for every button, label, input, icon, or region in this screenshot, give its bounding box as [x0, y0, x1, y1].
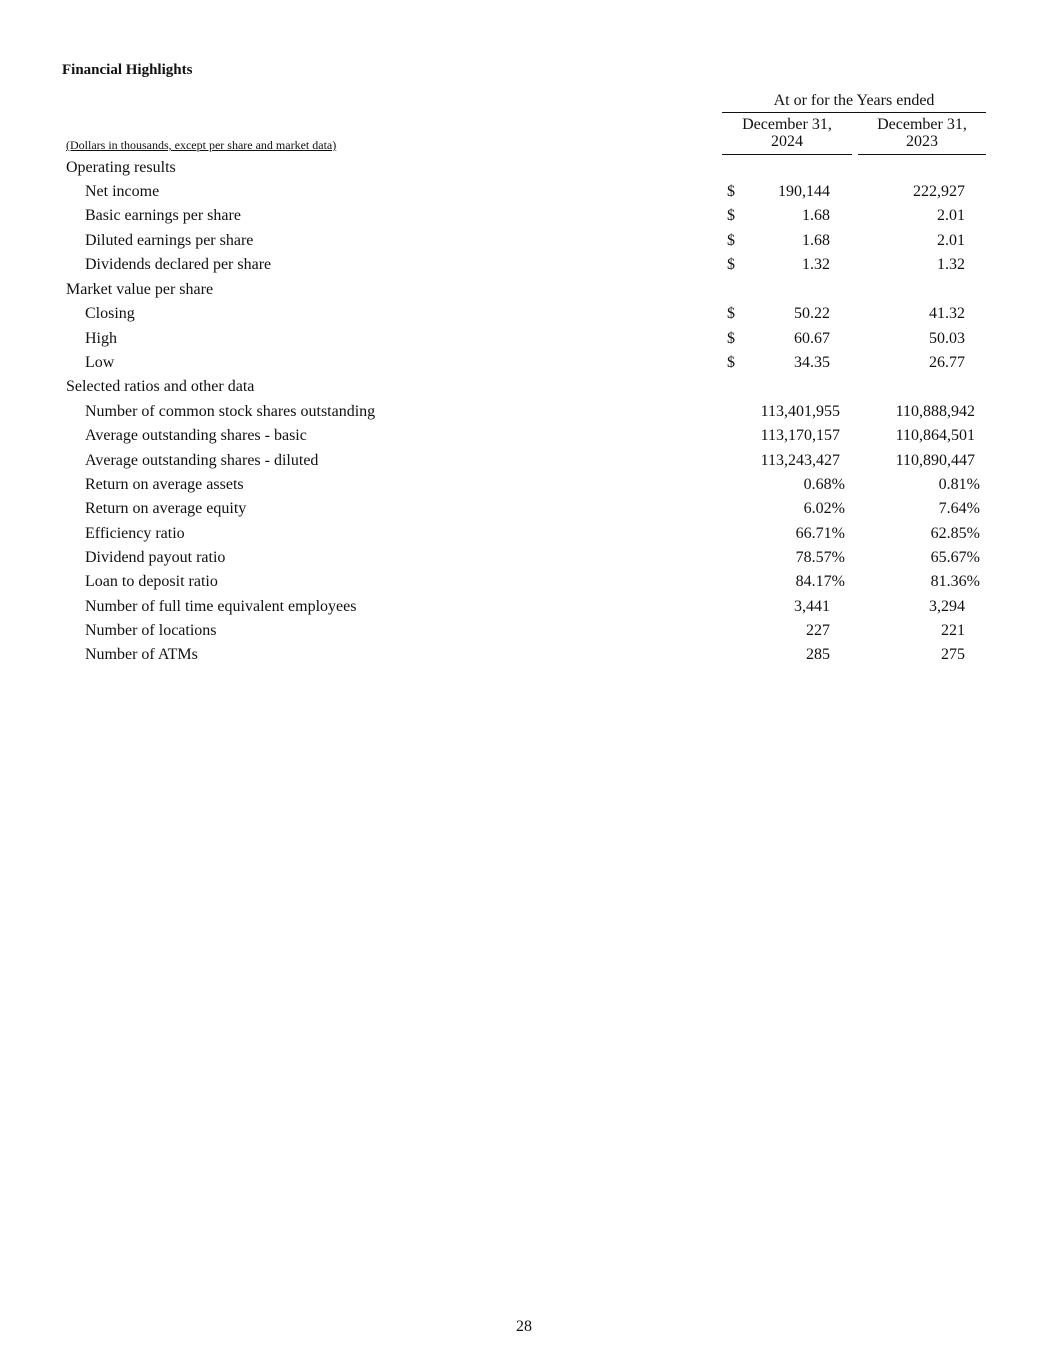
- dollar-sign: $: [727, 183, 735, 200]
- value-2024: 190,144: [778, 183, 830, 200]
- value-2023: 62.85%: [930, 525, 980, 542]
- dollar-sign: $: [727, 232, 735, 249]
- table-row: [0, 327, 1048, 351]
- row-label: Number of locations: [85, 622, 217, 639]
- table-row: [0, 643, 1048, 667]
- value-2023: 2.01: [937, 207, 965, 224]
- table-row: [0, 595, 1048, 619]
- section-heading-market: [0, 278, 1048, 302]
- row-label: Diluted earnings per share: [85, 232, 254, 249]
- value-2023: 7.64%: [938, 500, 980, 517]
- table-row: [0, 522, 1048, 546]
- dollar-sign: $: [727, 305, 735, 322]
- value-2023: 1.32: [937, 256, 965, 273]
- row-label: Number of full time equivalent employees: [85, 598, 357, 615]
- value-2023: 81.36%: [930, 573, 980, 590]
- column-header-2024: [722, 116, 852, 155]
- value-2023: 3,294: [929, 598, 965, 615]
- row-label: Number of common stock shares outstanding: [85, 403, 376, 420]
- dollar-sign: $: [727, 330, 735, 347]
- column-header-2024-line2: 2024: [771, 133, 803, 150]
- value-2024: 1.68: [802, 207, 830, 224]
- row-label: Low: [85, 354, 115, 371]
- value-2024: 227: [806, 622, 830, 639]
- table-row: [0, 302, 1048, 326]
- dollar-sign: $: [727, 256, 735, 273]
- value-2023: 50.03: [929, 330, 965, 347]
- row-label: Return on average assets: [85, 476, 244, 493]
- table-row: [0, 473, 1048, 497]
- row-label: Average outstanding shares - basic: [85, 427, 307, 444]
- value-2023: 26.77: [929, 354, 965, 371]
- row-label: Basic earnings per share: [85, 207, 241, 224]
- value-2024: 50.22: [794, 305, 830, 322]
- value-2024: 6.02%: [803, 500, 845, 517]
- section-heading-operating: [0, 156, 1048, 180]
- value-2024: 78.57%: [795, 549, 845, 566]
- column-header-2023: [858, 116, 986, 155]
- table-row: [0, 546, 1048, 570]
- row-label: Efficiency ratio: [85, 525, 185, 542]
- value-2024: 84.17%: [795, 573, 845, 590]
- value-2024: 1.68: [802, 232, 830, 249]
- table-row: [0, 351, 1048, 375]
- value-2024: 285: [806, 646, 830, 663]
- row-label: Return on average equity: [85, 500, 247, 517]
- units-note: (Dollars in thousands, except per share and market data): [66, 138, 337, 152]
- value-2023: 0.81%: [938, 476, 980, 493]
- table-row: [0, 229, 1048, 253]
- row-label: Dividends declared per share: [85, 256, 272, 273]
- table-row: [0, 619, 1048, 643]
- section-heading-ratios: [0, 375, 1048, 399]
- value-2024: 1.32: [802, 256, 830, 273]
- table-row: [0, 180, 1048, 204]
- value-2024: 113,401,955: [760, 403, 840, 420]
- dollar-sign: $: [727, 354, 735, 371]
- column-header-2024-line1: December 31,: [742, 116, 832, 133]
- table-row: [0, 449, 1048, 473]
- table-row: [0, 400, 1048, 424]
- row-label: Closing: [85, 305, 135, 322]
- value-2024: 113,243,427: [760, 452, 840, 469]
- section-heading-label: Market value per share: [66, 281, 214, 298]
- value-2023: 110,864,501: [895, 427, 975, 444]
- value-2023: 41.32: [929, 305, 965, 322]
- row-label: Dividend payout ratio: [85, 549, 226, 566]
- table-row: [0, 497, 1048, 521]
- value-2023: 222,927: [913, 183, 965, 200]
- row-label: Net income: [85, 183, 160, 200]
- value-2024: 34.35: [794, 354, 830, 371]
- table-row: [0, 204, 1048, 228]
- column-group-header: At or for the Years ended: [722, 90, 986, 113]
- table-row: [0, 253, 1048, 277]
- dollar-sign: $: [727, 207, 735, 224]
- value-2024: 3,441: [794, 598, 830, 615]
- value-2024: 60.67: [794, 330, 830, 347]
- section-heading-label: Selected ratios and other data: [66, 378, 255, 395]
- value-2023: 275: [941, 646, 965, 663]
- column-header-2023-line1: December 31,: [877, 116, 967, 133]
- value-2024: 113,170,157: [760, 427, 840, 444]
- value-2023: 65.67%: [930, 549, 980, 566]
- value-2023: 2.01: [937, 232, 965, 249]
- page-title: Financial Highlights: [62, 62, 193, 78]
- column-header-2023-line2: 2023: [906, 133, 938, 150]
- row-label: High: [85, 330, 117, 347]
- value-2024: 0.68%: [803, 476, 845, 493]
- table-row: [0, 424, 1048, 448]
- row-label: Number of ATMs: [85, 646, 198, 663]
- value-2023: 221: [941, 622, 965, 639]
- value-2023: 110,888,942: [895, 403, 975, 420]
- value-2024: 66.71%: [795, 525, 845, 542]
- table-row: [0, 570, 1048, 594]
- section-heading-label: Operating results: [66, 159, 176, 176]
- row-label: Loan to deposit ratio: [85, 573, 218, 590]
- page-number: 28: [516, 1318, 532, 1335]
- value-2023: 110,890,447: [895, 452, 975, 469]
- row-label: Average outstanding shares - diluted: [85, 452, 319, 469]
